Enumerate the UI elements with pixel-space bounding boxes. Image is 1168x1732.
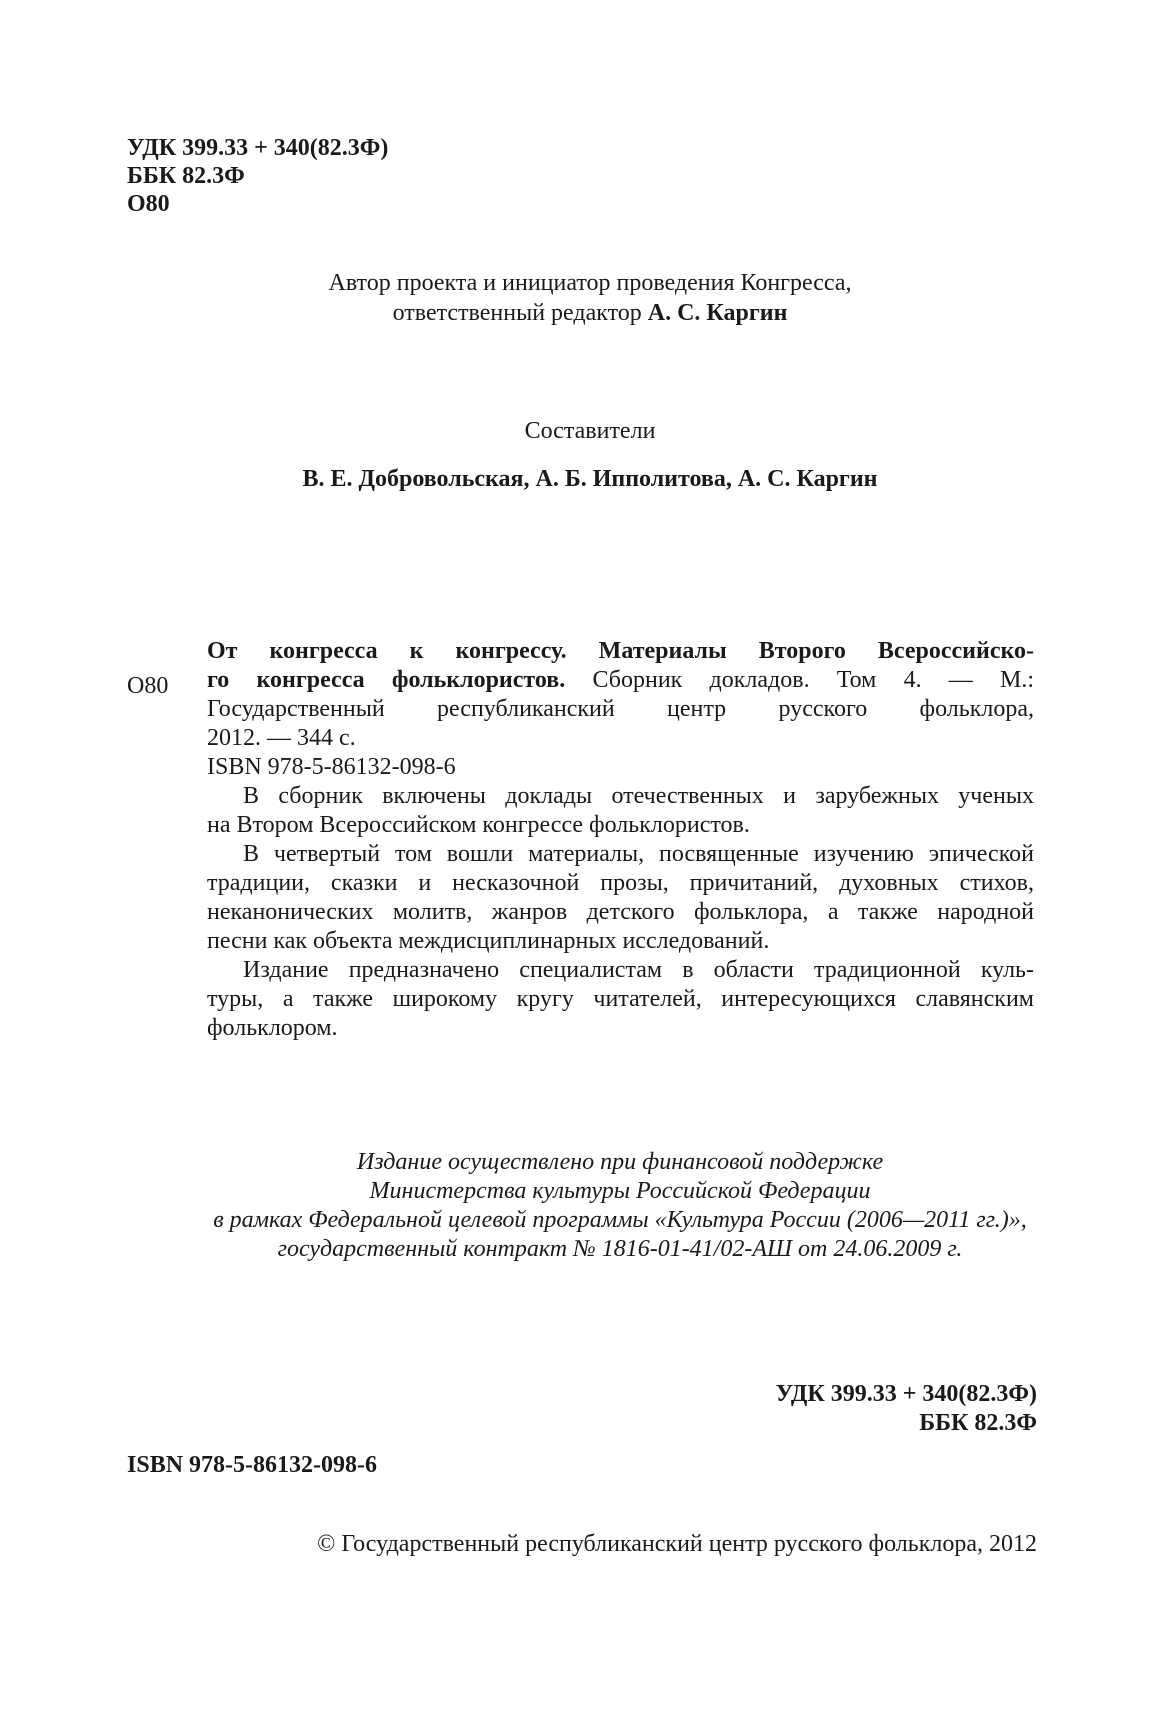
annotation-paragraph-2 xyxy=(207,840,1034,956)
editor-credit xyxy=(200,268,980,328)
annotation-line: песни как объекта междисциплинарных исследований. xyxy=(207,928,770,954)
annotation-line: В сборник включены доклады отечественных и зарубежных ученых xyxy=(243,783,1034,809)
funding-line-3: в рамках Федеральной целевой программы «Культура России (2006—2011 гг.)», xyxy=(213,1207,1027,1233)
annotation-line: В четвертый том вошли материалы, посвященные изучению эпической xyxy=(243,841,1034,867)
author-mark: О80 xyxy=(127,191,170,217)
funding-line-1: Издание осуществлено при финансовой поддержке xyxy=(356,1149,884,1175)
compilers-credit xyxy=(200,407,980,503)
bibliographic-author-mark: О80 xyxy=(127,673,169,699)
bib-publisher-line: Государственный республиканский центр русского фольклора, xyxy=(207,696,1034,722)
bottom-bbk-code: ББК 82.3Ф xyxy=(919,1410,1037,1436)
editor-name: А. С. Каргин xyxy=(647,300,788,326)
annotation-line: неканонических молитв, жанров детского фольклора, а также народной xyxy=(207,899,1034,925)
bib-year-pages: 2012. — 344 с. xyxy=(207,725,356,751)
annotation-line: туры, а также широкому кругу читателей, интересующихся славянским xyxy=(207,986,1034,1012)
bib-title-line-1: От конгресса к конгрессу. Материалы Второго Всероссийско- xyxy=(207,638,1034,664)
annotation-line: на Втором Всероссийском конгрессе фольклористов. xyxy=(207,812,750,838)
funding-line-2: Министерства культуры Российской Федерации xyxy=(369,1178,871,1204)
annotation-paragraph-1 xyxy=(207,782,1034,840)
editor-role: ответственный редактор xyxy=(392,300,648,326)
annotation-line: Издание предназначено специалистам в области традиционной куль- xyxy=(243,957,1034,983)
bib-title-end: го конгресса фольклористов. xyxy=(207,667,566,693)
editor-line-1: Автор проекта и инициатор проведения Конгресса, xyxy=(328,270,852,296)
bottom-udk-code: УДК 399.33 + 340(82.3Ф) xyxy=(775,1381,1037,1407)
isbn-number: ISBN 978-5-86132-098-6 xyxy=(127,1452,377,1478)
bib-subtitle: Сборник докладов. Том 4. — М.: xyxy=(565,667,1034,693)
editor-line-2 xyxy=(200,298,980,328)
top-classification-codes xyxy=(127,134,727,218)
funding-line-4: государственный контракт № 1816-01-41/02-АШ от 24.06.2009 г. xyxy=(277,1236,963,1262)
annotation-paragraph-3 xyxy=(207,956,1034,1043)
copyright-notice: © Государственный республиканский центр русского фольклора, 2012 xyxy=(317,1531,1037,1557)
compilers-label: Составители xyxy=(524,418,656,444)
bbk-code: ББК 82.3Ф xyxy=(127,163,245,189)
bib-isbn: ISBN 978-5-86132-098-6 xyxy=(207,754,456,780)
udk-code: УДК 399.33 + 340(82.3Ф) xyxy=(127,135,389,161)
annotation-line: фольклором. xyxy=(207,1015,338,1041)
bottom-classification-codes xyxy=(600,1380,1037,1438)
bibliographic-record xyxy=(207,637,1034,1043)
compilers-names: В. Е. Добровольская, А. Б. Ипполитова, А. С. Каргин xyxy=(302,466,878,492)
annotation-line: традиции, сказки и несказочной прозы, причитаний, духовных стихов, xyxy=(207,870,1034,896)
bib-title-line-2 xyxy=(207,666,1034,695)
funding-note xyxy=(180,1148,1060,1264)
